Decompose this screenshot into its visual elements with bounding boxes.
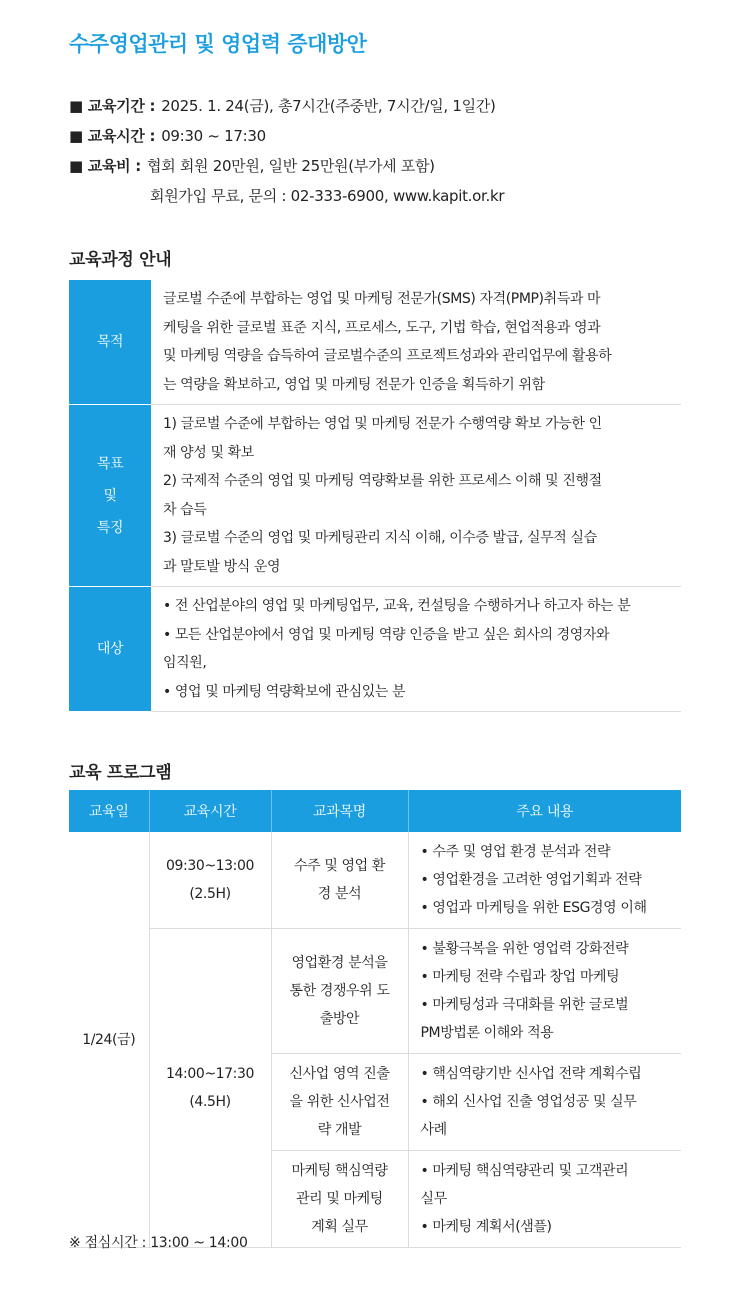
guide-line: • 전 산업분야의 영업 및 마케팅업무, 교육, 컨설팅을 수행하거나 하고자 하는 분 xyxy=(163,598,631,614)
info-row-period xyxy=(69,91,729,121)
guide-line: • 모든 산업분야에서 영업 및 마케팅 역량 인증을 받고 싶은 회사의 경영자와 xyxy=(163,626,610,643)
guide-content xyxy=(151,587,681,712)
program-content-line: • 마케팅 핵심역량관리 및 고객관리 xyxy=(420,1163,629,1179)
info-key: ■ 교육비 : xyxy=(69,157,141,175)
program-content xyxy=(408,1151,681,1248)
guide-line: 과 말토발 방식 운영 xyxy=(163,558,281,575)
program-row xyxy=(69,832,681,929)
guide-row-goals xyxy=(69,405,681,587)
program-row xyxy=(69,929,681,1054)
program-content-line: • 불황극복을 위한 영업력 강화전략 xyxy=(420,941,629,957)
guide-line: 는 역량을 확보하고, 영업 및 마케팅 전문가 인증을 획득하기 위함 xyxy=(163,376,545,393)
program-content-line: • 마케팅 계획서(샘플) xyxy=(420,1219,552,1235)
program-subject-line: 경 분석 xyxy=(317,886,362,902)
course-info xyxy=(69,91,729,211)
guide-line: 1) 글로벌 수준에 부합하는 영업 및 마케팅 전문가 수행역량 확보 가능한 인 xyxy=(163,416,602,432)
guide-row-purpose xyxy=(69,280,681,405)
program-content-line: • 영업과 마케팅을 위한 ESG경영 이해 xyxy=(420,900,647,916)
guide-line: • 영업 및 마케팅 역량확보에 관심있는 분 xyxy=(163,683,406,700)
program-content-line: 사례 xyxy=(420,1122,447,1138)
program-subject-line: 을 위한 신사업전 xyxy=(289,1094,390,1110)
program-section-title: 교육 프로그램 xyxy=(69,763,172,783)
program-subject-line: 관리 및 마케팅 xyxy=(296,1191,383,1207)
program-header-content: 주요 내용 xyxy=(408,790,681,832)
guide-label xyxy=(69,587,151,712)
program-time-line: (2.5H) xyxy=(189,886,231,902)
program-content-line: • 마케팅 전략 수립과 창업 마케팅 xyxy=(420,969,620,985)
guide-line: 글로벌 수준에 부합하는 영업 및 마케팅 전문가(SMS) 자격(PMP)취득과 마 xyxy=(163,291,601,307)
program-content xyxy=(408,929,681,1054)
program-content-line: 실무 xyxy=(420,1191,447,1207)
guide-label-line: 목적 xyxy=(96,334,124,350)
guide-line: 및 마케팅 역량을 습득하여 글로벌수준의 프로젝트성과와 관리업무에 활용하 xyxy=(163,348,612,364)
guide-label xyxy=(69,405,151,587)
program-subject-line: 계획 실무 xyxy=(311,1219,368,1235)
program-subject-line: 출방안 xyxy=(319,1011,360,1027)
info-value: 09:30 ~ 17:30 xyxy=(161,127,266,145)
guide-label-line: 목표 xyxy=(96,455,124,472)
program-content-line: • 해외 신사업 진출 영업성공 및 실무 xyxy=(420,1094,637,1110)
program-subject-line: 통한 경쟁우위 도 xyxy=(289,983,390,999)
guide-line: 3) 글로벌 수준의 영업 및 마케팅관리 지식 이해, 이수증 발급, 실무적 실습 xyxy=(163,530,597,546)
program-subject xyxy=(271,1054,408,1151)
info-key: ■ 교육기간 : xyxy=(69,97,156,115)
info-key: ■ 교육시간 : xyxy=(69,127,156,145)
program-subject-line: 영업환경 분석을 xyxy=(291,955,388,971)
guide-section-title: 교육과정 안내 xyxy=(69,250,172,270)
program-header-date: 교육일 xyxy=(69,790,149,832)
program-content-line: • 수주 및 영업 환경 분석과 전략 xyxy=(420,844,611,860)
program-header-row xyxy=(69,790,681,832)
guide-content xyxy=(151,405,681,587)
page-title: 수주영업관리 및 영업력 증대방안 xyxy=(69,32,367,56)
program-header-time: 교육시간 xyxy=(149,790,271,832)
program-subject-line: 신사업 영역 진출 xyxy=(289,1066,390,1082)
program-time-line: 09:30~13:00 xyxy=(165,858,255,874)
program-table xyxy=(69,790,681,1248)
lunch-note: ※ 점심시간 : 13:00 ~ 14:00 xyxy=(69,1235,248,1251)
program-subject-line: 마케팅 핵심역량 xyxy=(291,1163,388,1179)
program-content xyxy=(408,1054,681,1151)
info-row-time xyxy=(69,121,729,151)
guide-line: 재 양성 및 확보 xyxy=(163,444,254,461)
guide-line: 차 습득 xyxy=(163,501,207,518)
program-header-subject: 교과목명 xyxy=(271,790,408,832)
program-content xyxy=(408,832,681,929)
course-guide-table xyxy=(69,280,681,712)
info-value: 협회 회원 20만원, 일반 25만원(부가세 포함) xyxy=(147,157,435,175)
program-content-line: • 마케팅성과 극대화를 위한 글로벌 xyxy=(420,997,629,1013)
guide-label xyxy=(69,280,151,405)
program-subject-line: 략 개발 xyxy=(317,1122,362,1138)
program-subject xyxy=(271,929,408,1054)
guide-label-line: 및 xyxy=(103,487,117,504)
guide-row-target xyxy=(69,587,681,712)
guide-content xyxy=(151,280,681,405)
info-value: 2025. 1. 24(금), 총7시간(주중반, 7시간/일, 1일간) xyxy=(161,97,496,115)
guide-line: 2) 국제적 수준의 영업 및 마케팅 역량확보를 위한 프로세스 이해 및 진행절 xyxy=(163,473,602,489)
program-content-line: • 핵심역량기반 신사업 전략 계획수립 xyxy=(420,1066,642,1082)
info-row-fee xyxy=(69,151,729,181)
guide-label-line: 특징 xyxy=(96,519,124,536)
guide-line: 임직원, xyxy=(163,655,207,671)
program-subject-line: 수주 및 영업 환 xyxy=(294,858,385,874)
program-time-line: (4.5H) xyxy=(189,1094,231,1110)
program-subject xyxy=(271,1151,408,1248)
program-content-line: • 영업환경을 고려한 영업기획과 전략 xyxy=(420,872,642,888)
program-time xyxy=(149,832,271,929)
program-date: 1/24(금) xyxy=(69,832,149,1248)
info-contact: 회원가입 무료, 문의 : 02-333-6900, www.kapit.or.kr xyxy=(150,187,505,205)
program-content-line: PM방법론 이해와 적용 xyxy=(420,1025,554,1041)
program-time xyxy=(149,929,271,1248)
guide-label-line: 대상 xyxy=(96,641,124,657)
program-time-line: 14:00~17:30 xyxy=(165,1066,255,1082)
program-subject xyxy=(271,832,408,929)
guide-line: 케팅을 위한 글로벌 표준 지식, 프로세스, 도구, 기법 학습, 현업적용과 영과 xyxy=(163,319,601,336)
